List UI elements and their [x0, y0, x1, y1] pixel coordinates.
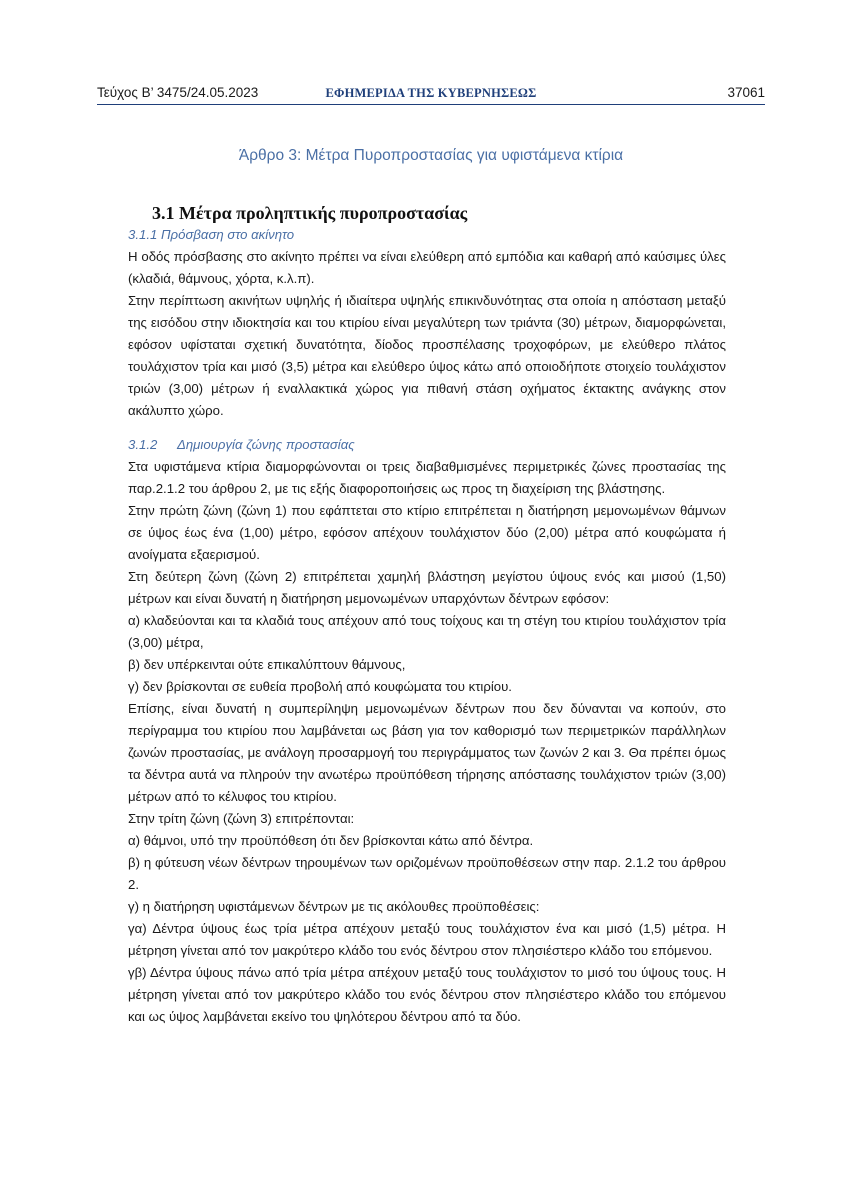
- paragraph: Στην περίπτωση ακινήτων υψηλής ή ιδιαίτερα υψηλής επικινδυνότητας στα οποία η απόσταση μεταξύ της εισόδου στην ιδιοκτησία και του κτιρίου είναι μεγαλύτερη των τριάντα (30) μέτρων, διαμορφώνεται, εφόσον υφίσταται σχετική δυνατότητα, δίοδος προσπέλασης τροχοφόρων, με ελεύθερο πλάτος τουλάχιστον τρία και μισό (3,5) μέτρα και ελεύθερο ύψος κάτω από οποιοδήποτε στοιχείο τουλάχιστον τριών (3,00) μέτρων ή εναλλακτικά χώρος για πιθανή στάση οχήματος έκτακτης ανάγκης στον ακάλυπτο χώρο.: [128, 293, 726, 418]
- list-item: β) η φύτευση νέων δέντρων τηρουμένων των οριζομένων προϋποθέσεων στην παρ. 2.1.2 του άρθρου 2.: [128, 855, 726, 892]
- subsection-number: 3.1.2: [128, 437, 158, 452]
- paragraph: Επίσης, είναι δυνατή η συμπερίληψη μεμονωμένων δέντρων που δεν δύνανται να κοπούν, στο περίγραμμα του κτιρίου που λαμβάνεται ως βάση για τον καθορισμό των περιμετρικών παράλληλων ζωνών προστασίας, με ανάλογη προσαρμογή του περιγράμματος των ζωνών 2 και 3. Θα πρέπει όμως τα δέντρα αυτά να πληρούν την ανωτέρω προϋπόθεση τήρησης απόστασης τουλάχιστον τριών (3,00) μέτρων από το κέλυφος του κτιρίου.: [128, 701, 726, 804]
- subsection-title-access: 3.1.1 Πρόσβαση στο ακίνητο: [128, 227, 295, 242]
- issue-label: Τεύχος Β’ 3475/24.05.2023: [97, 85, 259, 100]
- paragraph: Στην τρίτη ζώνη (ζώνη 3) επιτρέπονται:: [128, 811, 355, 826]
- page-number: 37061: [727, 85, 765, 100]
- paragraph: Η οδός πρόσβασης στο ακίνητο πρέπει να είναι ελεύθερη από εμπόδια και καθαρή από καύσιμες ύλες (κλαδιά, θάμνους, χόρτα, κ.λ.π).: [128, 249, 726, 286]
- list-item: α) κλαδεύονται και τα κλαδιά τους απέχουν από τους τοίχους και τη στέγη του κτιρίου τουλάχιστον τρία (3,00) μέτρα,: [128, 613, 726, 650]
- list-item: α) θάμνοι, υπό την προϋπόθεση ότι δεν βρίσκονται κάτω από δέντρα.: [128, 833, 534, 848]
- article-title: Άρθρο 3: Μέτρα Πυροπροστασίας για υφιστάμενα κτίρια: [238, 147, 624, 164]
- gazette-title: ΕΦΗΜΕΡΙΔΑ ΤΗΣ ΚΥΒΕΡΝΗΣΕΩΣ: [325, 86, 537, 100]
- list-item: γ) δεν βρίσκονται σε ευθεία προβολή από κουφώματα του κτιρίου.: [128, 679, 512, 694]
- list-item: γα) Δέντρα ύψους έως τρία μέτρα απέχουν μεταξύ τους τουλάχιστον ένα και μισό (1,5) μέτρα. Η μέτρηση γίνεται από τον μακρύτερο κλάδο του ενός δέντρου στον πλησιέστερο κλάδο του επόμενου.: [128, 921, 726, 958]
- list-item: γ) η διατήρηση υφιστάμενων δέντρων με τις ακόλουθες προϋποθέσεις:: [128, 899, 540, 914]
- document-body: [128, 224, 726, 1028]
- paragraph: Στη δεύτερη ζώνη (ζώνη 2) επιτρέπεται χαμηλή βλάστηση μεγίστου ύψους ενός και μισού (1,50) μέτρων και είναι δυνατή η διατήρηση μεμονωμένων υπαρχόντων δέντρων εφόσον:: [128, 569, 726, 606]
- subsection-title-text: Δημιουργία ζώνης προστασίας: [177, 437, 355, 452]
- list-item: γβ) Δέντρα ύψους πάνω από τρία μέτρα απέχουν μεταξύ τους τουλάχιστον το μισό του ύψους τους. Η μέτρηση γίνεται από τον μακρύτερο κλάδο του ενός δέντρου στον πλησιέστερο κλάδο του επόμενου και ως ύψος λαμβάνεται εκείνο του ψηλότερου δέντρου από τα δύο.: [128, 965, 726, 1024]
- paragraph: Στα υφιστάμενα κτίρια διαμορφώνονται οι τρεις διαβαθμισμένες περιμετρικές ζώνες προστασίας της παρ.2.1.2 του άρθρου 2, με τις εξής διαφοροποιήσεις ως προς τη διαχείριση της βλάστησης.: [128, 459, 726, 496]
- section-heading: 3.1 Μέτρα προληπτικής πυροπροστασίας: [152, 203, 468, 223]
- subsection-title-protection-zone: [128, 434, 726, 456]
- page-header: [97, 84, 765, 104]
- paragraph: Στην πρώτη ζώνη (ζώνη 1) που εφάπτεται στο κτίριο επιτρέπεται η διατήρηση μεμονωμένων θάμνων σε ύψος έως ένα (1,00) μέτρο, εφόσον απέχουν τουλάχιστον δύο (2,00) μέτρα από κουφώματα ή ανοίγματα εξαερισμού.: [128, 503, 726, 562]
- list-item: β) δεν υπέρκεινται ούτε επικαλύπτουν θάμνους,: [128, 657, 406, 672]
- header-divider: [97, 104, 765, 105]
